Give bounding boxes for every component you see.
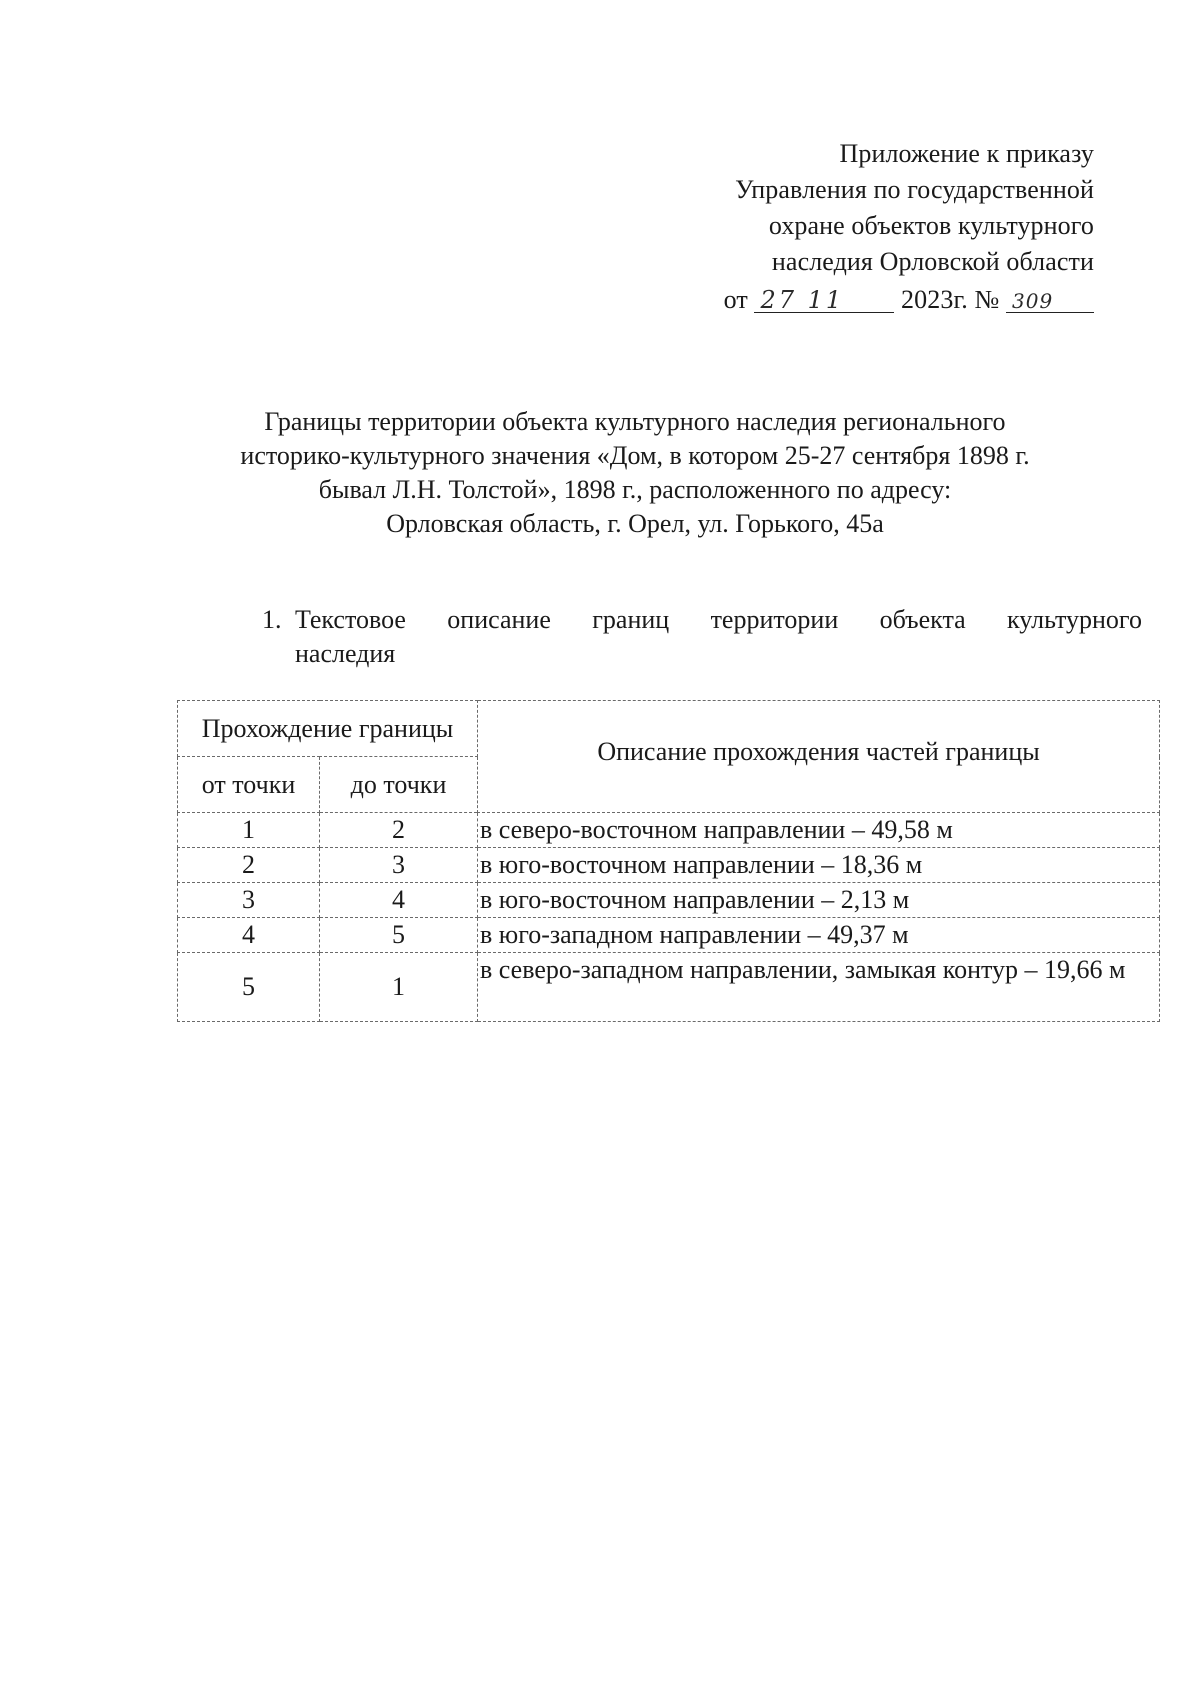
header-description: Описание прохождения частей границы: [478, 701, 1160, 813]
cell-description: в юго-западном направлении – 49,37 м: [478, 918, 1160, 953]
section-heading-line-2: наследия: [295, 639, 396, 668]
header-to-point: до точки: [320, 757, 478, 813]
boundary-table: [177, 700, 1160, 1022]
cell-description: в юго-восточном направлении – 18,36 м: [478, 848, 1160, 883]
section-word: границ: [592, 605, 670, 634]
cell-from: 1: [178, 813, 320, 848]
table-row: [178, 813, 1160, 848]
header-from-point: от точки: [178, 757, 320, 813]
table-row: [178, 883, 1160, 918]
section-word: культурного: [1007, 605, 1142, 634]
section-number: 1.: [262, 605, 282, 634]
table-row: [178, 953, 1160, 1022]
section-word: описание: [447, 605, 551, 634]
approval-line-1: Приложение к приказу: [839, 139, 1094, 168]
date-prefix: от: [723, 285, 748, 314]
title-line-1: Границы территории объекта культурного наследия регионального: [264, 407, 1006, 436]
document-title: [180, 405, 1090, 541]
approval-line-3: охране объектов культурного: [768, 211, 1094, 240]
header-boundary-passage: Прохождение границы: [178, 701, 478, 757]
cell-from: 2: [178, 848, 320, 883]
cell-description: в северо-западном направлении, замыкая контур – 19,66 м: [478, 953, 1160, 1022]
title-line-3: бывал Л.Н. Толстой», 1898 г., расположенного по адресу:: [318, 475, 952, 504]
cell-to: 1: [320, 953, 478, 1022]
section-word: объекта: [879, 605, 966, 634]
date-blank: [754, 282, 894, 313]
section-heading-line-1: [295, 603, 1142, 637]
cell-description: в юго-восточном направлении – 2,13 м: [478, 883, 1160, 918]
handwritten-number: 309: [1012, 289, 1054, 313]
cell-to: 3: [320, 848, 478, 883]
approval-date-line: [640, 282, 1094, 318]
year-text: 2023г. №: [901, 285, 1000, 314]
number-blank: [1006, 282, 1094, 313]
section-word: территории: [710, 605, 839, 634]
table-row: [178, 848, 1160, 883]
cell-from: 4: [178, 918, 320, 953]
handwritten-date: 27 11: [760, 286, 845, 314]
section-word: Текстовое: [295, 605, 406, 634]
cell-to: 2: [320, 813, 478, 848]
title-line-2: историко-культурного значения «Дом, в котором 25-27 сентября 1898 г.: [240, 441, 1030, 470]
approval-block: [640, 136, 1094, 318]
cell-description: в северо-восточном направлении – 49,58 м: [478, 813, 1160, 848]
cell-from: 5: [178, 953, 320, 1022]
table-header-row: [178, 701, 1160, 757]
cell-to: 4: [320, 883, 478, 918]
approval-line-4: наследия Орловской области: [771, 247, 1094, 276]
approval-line-2: Управления по государственной: [735, 175, 1094, 204]
table-row: [178, 918, 1160, 953]
title-line-4: Орловская область, г. Орел, ул. Горького, 45а: [386, 509, 884, 538]
cell-from: 3: [178, 883, 320, 918]
cell-to: 5: [320, 918, 478, 953]
